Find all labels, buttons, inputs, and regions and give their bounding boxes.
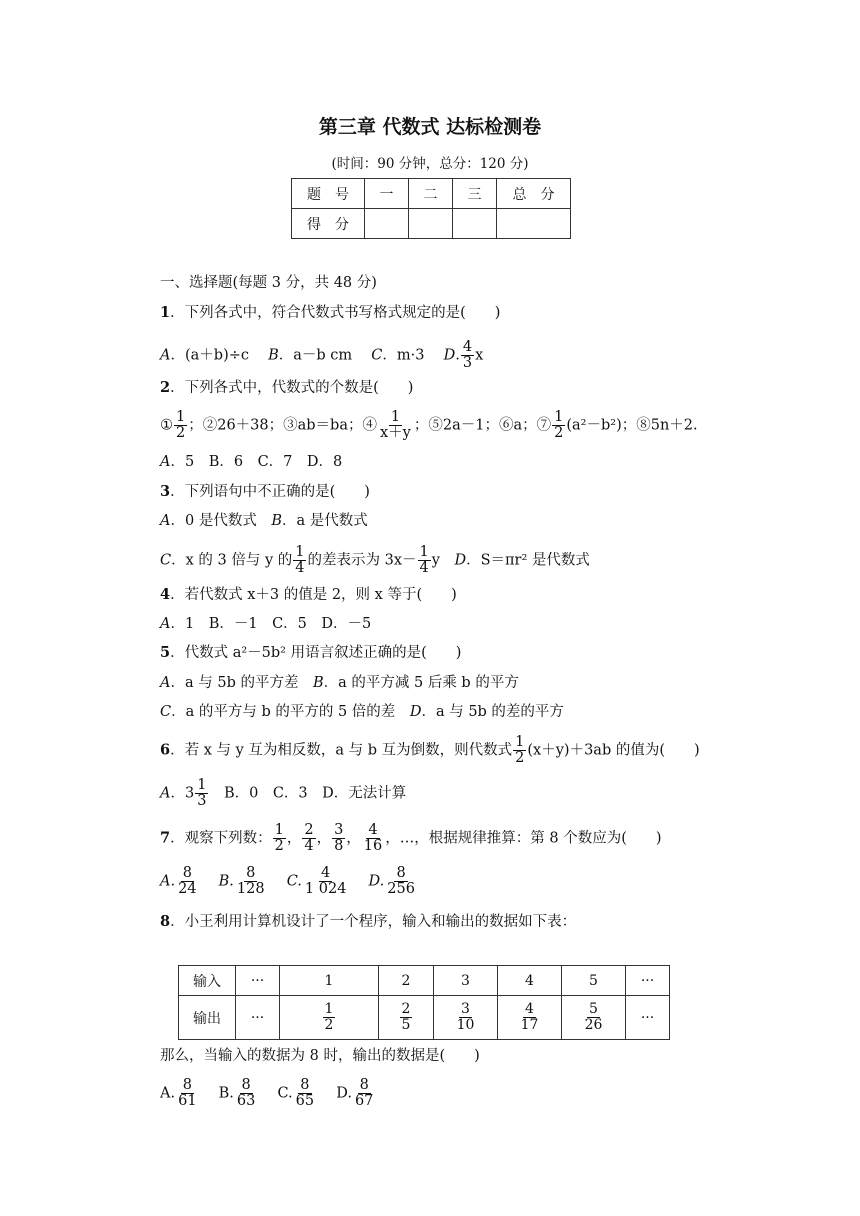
score-table <box>291 178 571 239</box>
io-input-cell: 5 <box>562 966 626 996</box>
fraction: $\frac{1}{2}$ <box>515 734 525 767</box>
fraction: $\frac{1}{4}$ <box>295 544 305 577</box>
fraction: $\frac{1}{4}$ <box>419 544 429 577</box>
question-stem: ．下列语句中不正确的是( ) <box>170 484 370 500</box>
io-table <box>178 965 670 1040</box>
score-cell[interactable] <box>453 209 497 239</box>
score-cell[interactable] <box>497 209 571 239</box>
question-2-options: A．5 B．6 C．7 D．8 <box>160 454 343 470</box>
option-c: m·3 <box>396 347 425 364</box>
question-stem: ．小王利用计算机设计了一个程序，输入和输出的数据如下表： <box>170 914 577 930</box>
io-dots: ··· <box>626 996 670 1040</box>
question-6-options: A．3 $\frac{1}{3}$ B．0 C．3 D．无法计算 <box>160 777 407 810</box>
question-stem: ．下列各式中，代数式的个数是( ) <box>170 380 414 396</box>
question-3 <box>160 485 370 500</box>
io-output-cell <box>434 996 498 1040</box>
fraction: $\frac{5}{26}$ <box>584 1001 603 1033</box>
fraction: $\frac{2}{4}$ <box>304 822 314 855</box>
fraction: $\frac{8}{24}$ <box>178 865 197 898</box>
score-cell[interactable] <box>365 209 409 239</box>
question-3-options-cd: C．x 的 3 倍与 y 的 $\frac{1}{4}$ 的差表示为 3x－ $\frac{1}{4}$ y D．S＝πr² 是代数式 <box>160 544 590 577</box>
io-input-cell: 2 <box>379 966 434 996</box>
question-stem: ．下列各式中，符合代数式书写格式规定的是( ) <box>170 305 501 321</box>
io-input-cell: 1 <box>280 966 379 996</box>
question-number: 4 <box>160 586 171 603</box>
io-output-cell <box>280 996 379 1040</box>
question-8-options: A. $\frac{8}{61}$ B. $\frac{8}{63}$ C. $\frac{8}{65}$ D. $\frac{8}{67}$ <box>160 1077 374 1110</box>
option-d: a 与 5b 的差的平方 <box>435 704 564 720</box>
question-8 <box>160 915 576 930</box>
page-title: 第三章 代数式 达标检测卷 <box>318 116 542 138</box>
fraction: $\frac{8}{63}$ <box>236 1077 256 1110</box>
io-label-input: 输入 <box>179 966 236 996</box>
fraction: $\frac{1}{2}$ <box>176 409 186 442</box>
question-7-options: A. $\frac{8}{24}$ B. $\frac{8}{128}$ C. $\frac{4}{1 024}$ D. $\frac{8}{256}$ <box>160 865 415 898</box>
score-cell[interactable] <box>409 209 453 239</box>
fraction: $\frac{8}{128}$ <box>236 865 265 898</box>
fraction: $\frac{2}{5}$ <box>401 1001 411 1033</box>
score-header-3: 三 <box>453 179 497 209</box>
io-dots: ··· <box>236 966 280 996</box>
fraction: $\frac{8}{256}$ <box>387 865 415 898</box>
option-b: a－b cm <box>293 347 353 364</box>
fraction: $\frac{4}{3}$ <box>462 339 473 372</box>
question-3-options-ab: A．0 是代数式 B．a 是代数式 <box>160 513 368 529</box>
score-row-label: 得 分 <box>292 209 365 239</box>
question-number: 6 <box>160 741 171 759</box>
fraction: $\frac{8}{65}$ <box>295 1077 315 1110</box>
option-d: S＝πr² 是代数式 <box>480 552 590 569</box>
exam-info: (时间：90 分钟，总分：120 分) <box>331 156 529 172</box>
question-number: 2 <box>160 379 171 396</box>
option-a: 0 是代数式 <box>184 513 257 529</box>
question-2 <box>160 381 413 396</box>
question-7: 7．观察下列数： $\frac{1}{2}$ ， $\frac{2}{4}$ ， $\frac{3}{8}$ ， $\frac{4}{16}$ ，…，根据规律推算：第 8 个数应为( ) <box>160 822 662 855</box>
question-1 <box>160 306 500 321</box>
question-stem: ．代数式 a²－5b² 用语言叙述正确的是( ) <box>170 645 462 661</box>
fraction: $\frac{4}{17}$ <box>520 1001 539 1033</box>
io-input-cell: 4 <box>498 966 562 996</box>
fraction: $\frac{8}{61}$ <box>178 1077 197 1110</box>
question-1-options: A．(a＋b)÷c B．a－b cm C．m·3 D. $\frac{4}{3}$ x <box>160 339 484 372</box>
question-5 <box>160 646 461 661</box>
option-b: a 的平方减 5 后乘 b 的平方 <box>338 675 519 691</box>
score-header-label: 题 号 <box>292 179 365 209</box>
question-6: 6．若 x 与 y 互为相反数，a 与 b 互为倒数，则代数式 $\frac{1}{2}$ (x＋y)＋3ab 的值为( ) <box>160 734 700 767</box>
option-c: a 的平方与 b 的平方的 5 倍的差 <box>185 704 396 720</box>
question-number: 1 <box>160 304 171 321</box>
section-heading: 一、选择题(每题 3 分，共 48 分) <box>160 275 377 291</box>
score-header-1: 一 <box>365 179 409 209</box>
fraction: $\frac{4}{1 024}$ <box>304 865 347 898</box>
option-a: a 与 5b 的平方差 <box>184 675 299 691</box>
io-output-cell <box>379 996 434 1040</box>
fraction: $\frac{1}{3}$ <box>197 777 207 810</box>
question-number: 8 <box>160 913 171 930</box>
io-output-cell <box>498 996 562 1040</box>
io-dots: ··· <box>626 966 670 996</box>
io-label-output: 输出 <box>179 996 236 1040</box>
fraction: $\frac{3}{10}$ <box>456 1001 475 1033</box>
fraction: $\frac{8}{67}$ <box>354 1077 374 1110</box>
score-header-total: 总 分 <box>497 179 571 209</box>
option-b: a 是代数式 <box>296 513 368 529</box>
fraction: $\frac{3}{8}$ <box>334 822 344 855</box>
fraction: $\frac{4}{16}$ <box>363 822 383 855</box>
fraction: $\frac{1}{x+y}$ <box>380 409 411 442</box>
question-number: 5 <box>160 644 171 661</box>
option-a: (a＋b)÷c <box>184 347 249 364</box>
fraction: $\frac{1}{2}$ <box>324 1001 334 1033</box>
question-number: 7 <box>160 829 171 847</box>
score-header-2: 二 <box>409 179 453 209</box>
io-dots: ··· <box>236 996 280 1040</box>
fraction: $\frac{1}{2}$ <box>554 409 564 442</box>
question-5-options-cd: C．a 的平方与 b 的平方的 5 倍的差 D．a 与 5b 的差的平方 <box>160 704 564 720</box>
question-4 <box>160 588 457 603</box>
question-5-options-ab: A．a 与 5b 的平方差 B．a 的平方减 5 后乘 b 的平方 <box>160 675 519 691</box>
question-4-options: A．1 B．－1 C．5 D．－5 <box>160 616 372 632</box>
fraction: $\frac{1}{2}$ <box>274 822 284 855</box>
question-number: 3 <box>160 483 171 500</box>
io-output-cell <box>562 996 626 1040</box>
io-input-cell: 3 <box>434 966 498 996</box>
question-stem: ．若代数式 x＋3 的值是 2，则 x 等于( ) <box>170 587 457 603</box>
question-2-items: ① $\frac{1}{2}$ ；②26＋38；③ab＝ba；④ $\frac{1}{x+y}$ ；⑤2a－1；⑥a；⑦ $\frac{1}{2}$ (a²－b²)；⑧5n＋2. <box>160 409 698 442</box>
question-8-followup: 那么，当输入的数据为 8 时，输出的数据是( ) <box>160 1048 480 1064</box>
